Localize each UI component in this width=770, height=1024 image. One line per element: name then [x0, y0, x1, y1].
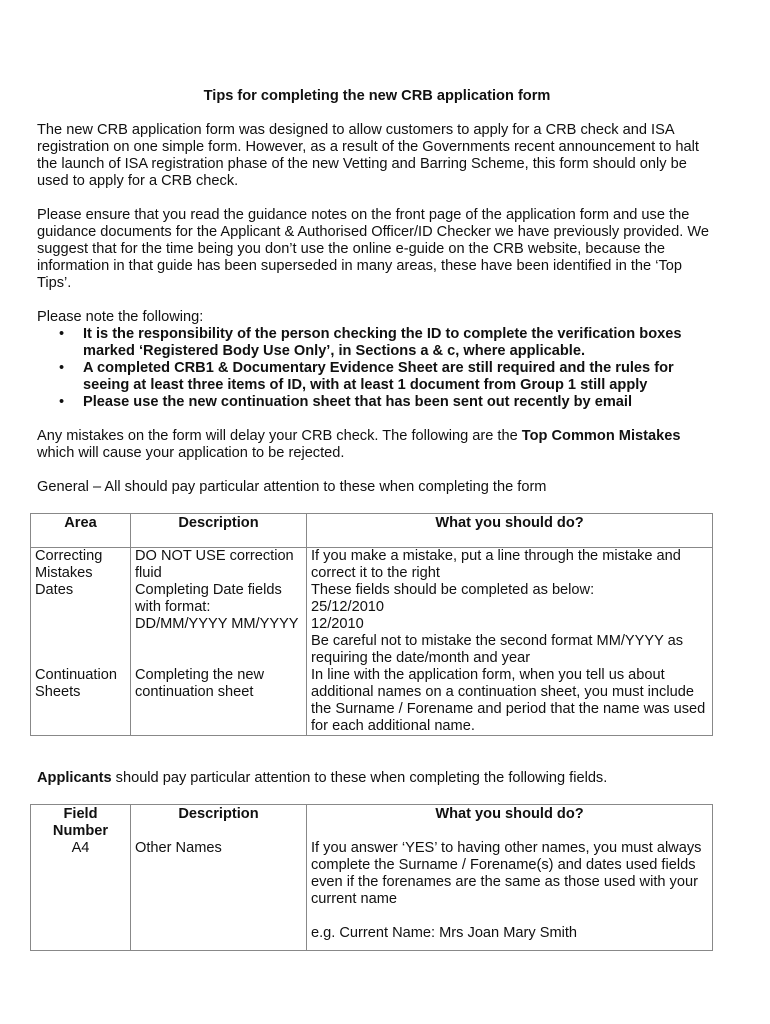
header-what-to-do: What you should do?: [307, 805, 713, 841]
cell-example: e.g. Current Name: Mrs Joan Mary Smith: [311, 925, 578, 941]
applicants-intro: [37, 770, 717, 787]
cell-what-to-do: [307, 582, 713, 667]
cell-what-to-do: If you make a mistake, put a line through the mistake and correct it to the right: [307, 548, 713, 583]
cell-area: Dates: [31, 582, 131, 667]
table-row: [31, 667, 713, 736]
cell-what-to-do: [307, 840, 713, 951]
cell-what-to-do: In line with the application form, when you tell us about additional names on a continuation sheet, you must include the Surname / Forename and period that the name was used for each additional name.: [307, 667, 713, 736]
cell-line: Be careful not to mistake the second format MM/YYYY as requiring the date/month and year: [311, 633, 684, 666]
document-title: Tips for completing the new CRB application form: [203, 88, 551, 104]
cell-area: Correcting Mistakes: [31, 548, 131, 583]
cell-line: 25/12/2010: [311, 599, 385, 615]
general-intro: General – All should pay particular attention to these when completing the form: [37, 479, 547, 495]
header-description: Description: [131, 514, 307, 548]
cell-line: These fields should be completed as below:: [311, 582, 595, 598]
intro-paragraph: The new CRB application form was designed to allow customers to apply for a CRB check and ISA registration on one simple form. However, as a result of the Governments recent announcement to halt the launch of ISA registration phase of the new Vetting and Barring Scheme, this form should only be used to apply for a CRB check.: [37, 122, 699, 189]
note-intro: Please note the following:: [37, 309, 204, 325]
note-text: Please use the new continuation sheet that has been sent out recently by email: [83, 394, 633, 410]
note-item: [37, 360, 717, 394]
applicant-fields-table: [30, 804, 713, 951]
applicants-emphasis: Applicants: [37, 770, 112, 786]
cell-text: If you answer ‘YES’ to having other names, you must always complete the Surname / Forename(s) and dates used fields even if the forenames are the same as those used with your current name: [311, 840, 702, 907]
table-row: [31, 548, 713, 583]
note-text: It is the responsibility of the person checking the ID to complete the verification boxes marked ‘Registered Body Use Only’, in Sections a & c, where applicable.: [83, 326, 682, 359]
header-description: Description: [131, 805, 307, 841]
general-mistakes-table: [30, 513, 713, 736]
mistakes-text-start: Any mistakes on the form will delay your CRB check. The following are the: [37, 428, 522, 444]
applicants-text: should pay particular attention to these when completing the following fields.: [111, 770, 608, 786]
cell-description: DO NOT USE correction fluid: [131, 548, 307, 583]
header-what-to-do: What you should do?: [307, 514, 713, 548]
table-row: [31, 582, 713, 667]
mistakes-emphasis: Top Common Mistakes: [521, 428, 681, 444]
notes-list: [37, 326, 717, 411]
table-row: [31, 840, 713, 951]
cell-line: 12/2010: [311, 616, 364, 632]
cell-area: Continuation Sheets: [31, 667, 131, 736]
document-page: [37, 88, 717, 968]
guidance-paragraph: Please ensure that you read the guidance notes on the front page of the application form and use the guidance documents for the Applicant & Authorised Officer/ID Checker we have previously provided. We suggest that for the time being you don’t use the online e-guide on the CRB website, because the information in that guide has been superseded in many areas, these have been identified in the ‘Top Tips’.: [37, 207, 709, 291]
header-area: Area: [31, 514, 131, 548]
mistakes-paragraph: [37, 428, 717, 462]
table-header-row: [31, 805, 713, 841]
bullet-icon: •: [59, 394, 65, 410]
cell-description: Completing the new continuation sheet: [131, 667, 307, 736]
table-header-row: [31, 514, 713, 548]
header-field-number: Field Number: [31, 805, 131, 841]
cell-description: Completing Date fields with format: DD/MM/YYYY MM/YYYY: [131, 582, 307, 667]
mistakes-text-end: which will cause your application to be rejected.: [37, 445, 345, 461]
note-text: A completed CRB1 & Documentary Evidence Sheet are still required and the rules for seeing at least three items of ID, with at least 1 document from Group 1 still apply: [83, 360, 674, 393]
cell-description: Other Names: [131, 840, 307, 951]
note-item: [37, 394, 717, 411]
note-item: [37, 326, 717, 360]
bullet-icon: •: [59, 360, 65, 376]
cell-field-number: A4: [31, 840, 131, 951]
bullet-icon: •: [59, 326, 65, 342]
